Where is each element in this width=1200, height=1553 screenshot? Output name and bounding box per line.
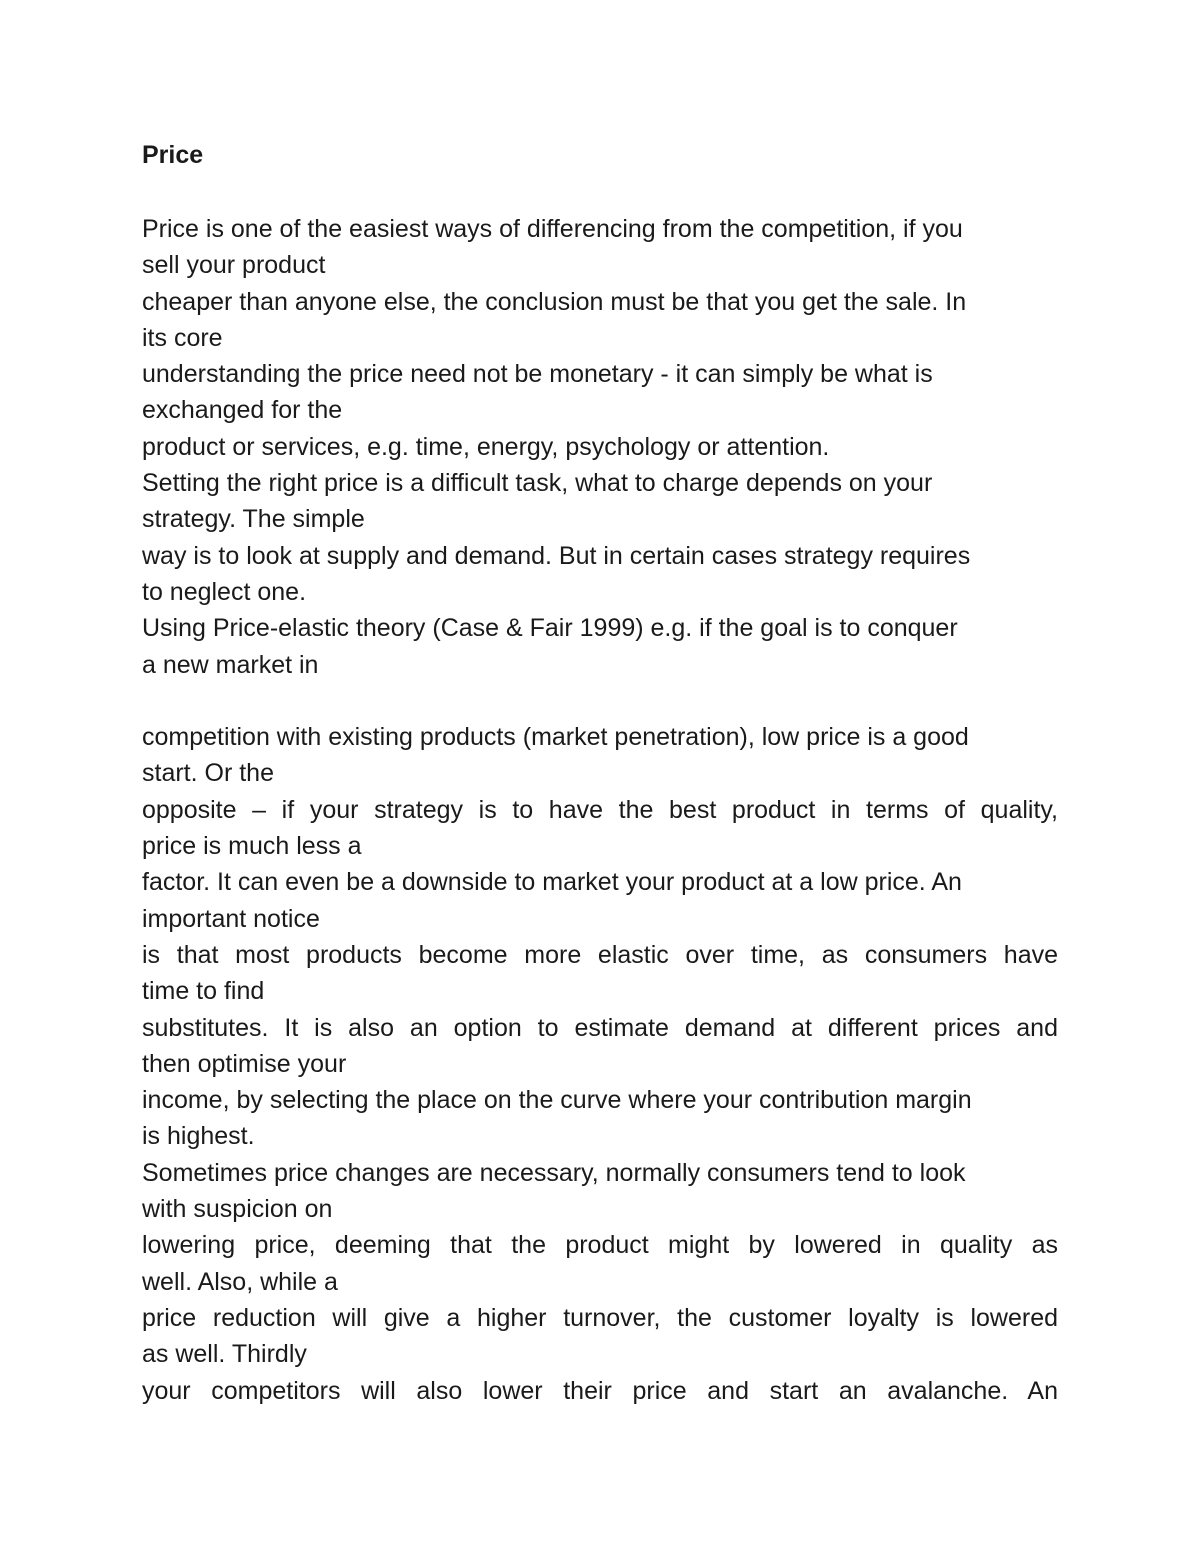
text-line: Setting the right price is a difficult task, what to charge depends on your [142,469,933,498]
text-line: well. Also, while a [142,1267,338,1296]
paragraph-gap [142,683,1058,719]
text-line: sell your product [142,251,326,280]
title-spacer [142,174,1058,211]
text-line: income, by selecting the place on the curve where your contribution margin [142,1086,972,1115]
document-body [142,137,1058,1409]
text-line: its core [142,323,223,352]
text-line: important notice [142,904,320,933]
text-line: price reduction will give a higher turnover, the customer loyalty is lowered [142,1303,1058,1332]
text-line: start. Or the [142,759,274,788]
text-line: is highest. [142,1122,255,1151]
text-line: to neglect one. [142,577,307,606]
text-line: strategy. The simple [142,505,365,534]
text-line: Using Price-elastic theory (Case & Fair 1999) e.g. if the goal is to conquer [142,614,958,643]
text-line: a new market in [142,650,319,679]
text-line: then optimise your [142,1049,347,1078]
text-line: lowering price, deeming that the product might by lowered in quality as [142,1231,1058,1260]
text-line: Price is one of the easiest ways of differencing from the competition, if you [142,215,963,243]
section-title: Price [142,141,204,169]
text-line: price is much less a [142,832,362,861]
text-line: understanding the price need not be monetary - it can simply be what is [142,360,933,389]
text-line: substitutes. It is also an option to estimate demand at different prices and [142,1013,1058,1042]
text-line: Sometimes price changes are necessary, normally consumers tend to look [142,1158,966,1187]
text-line: with suspicion on [142,1195,333,1224]
text-line: is that most products become more elastic over time, as consumers have [142,940,1058,969]
text-line: opposite – if your strategy is to have the best product in terms of quality, [142,795,1058,824]
text-line: your competitors will also lower their price and start an avalanche. An [142,1376,1058,1405]
text-line: product or services, e.g. time, energy, psychology or attention. [142,432,830,461]
text-line: as well. Thirdly [142,1340,307,1369]
text-line: competition with existing products (market penetration), low price is a good [142,723,969,752]
text-line: cheaper than anyone else, the conclusion must be that you get the sale. In [142,287,967,316]
text-line: time to find [142,977,265,1006]
text-line: way is to look at supply and demand. But in certain cases strategy requires [142,541,971,570]
text-line: exchanged for the [142,396,343,425]
text-line: factor. It can even be a downside to market your product at a low price. An [142,868,962,897]
